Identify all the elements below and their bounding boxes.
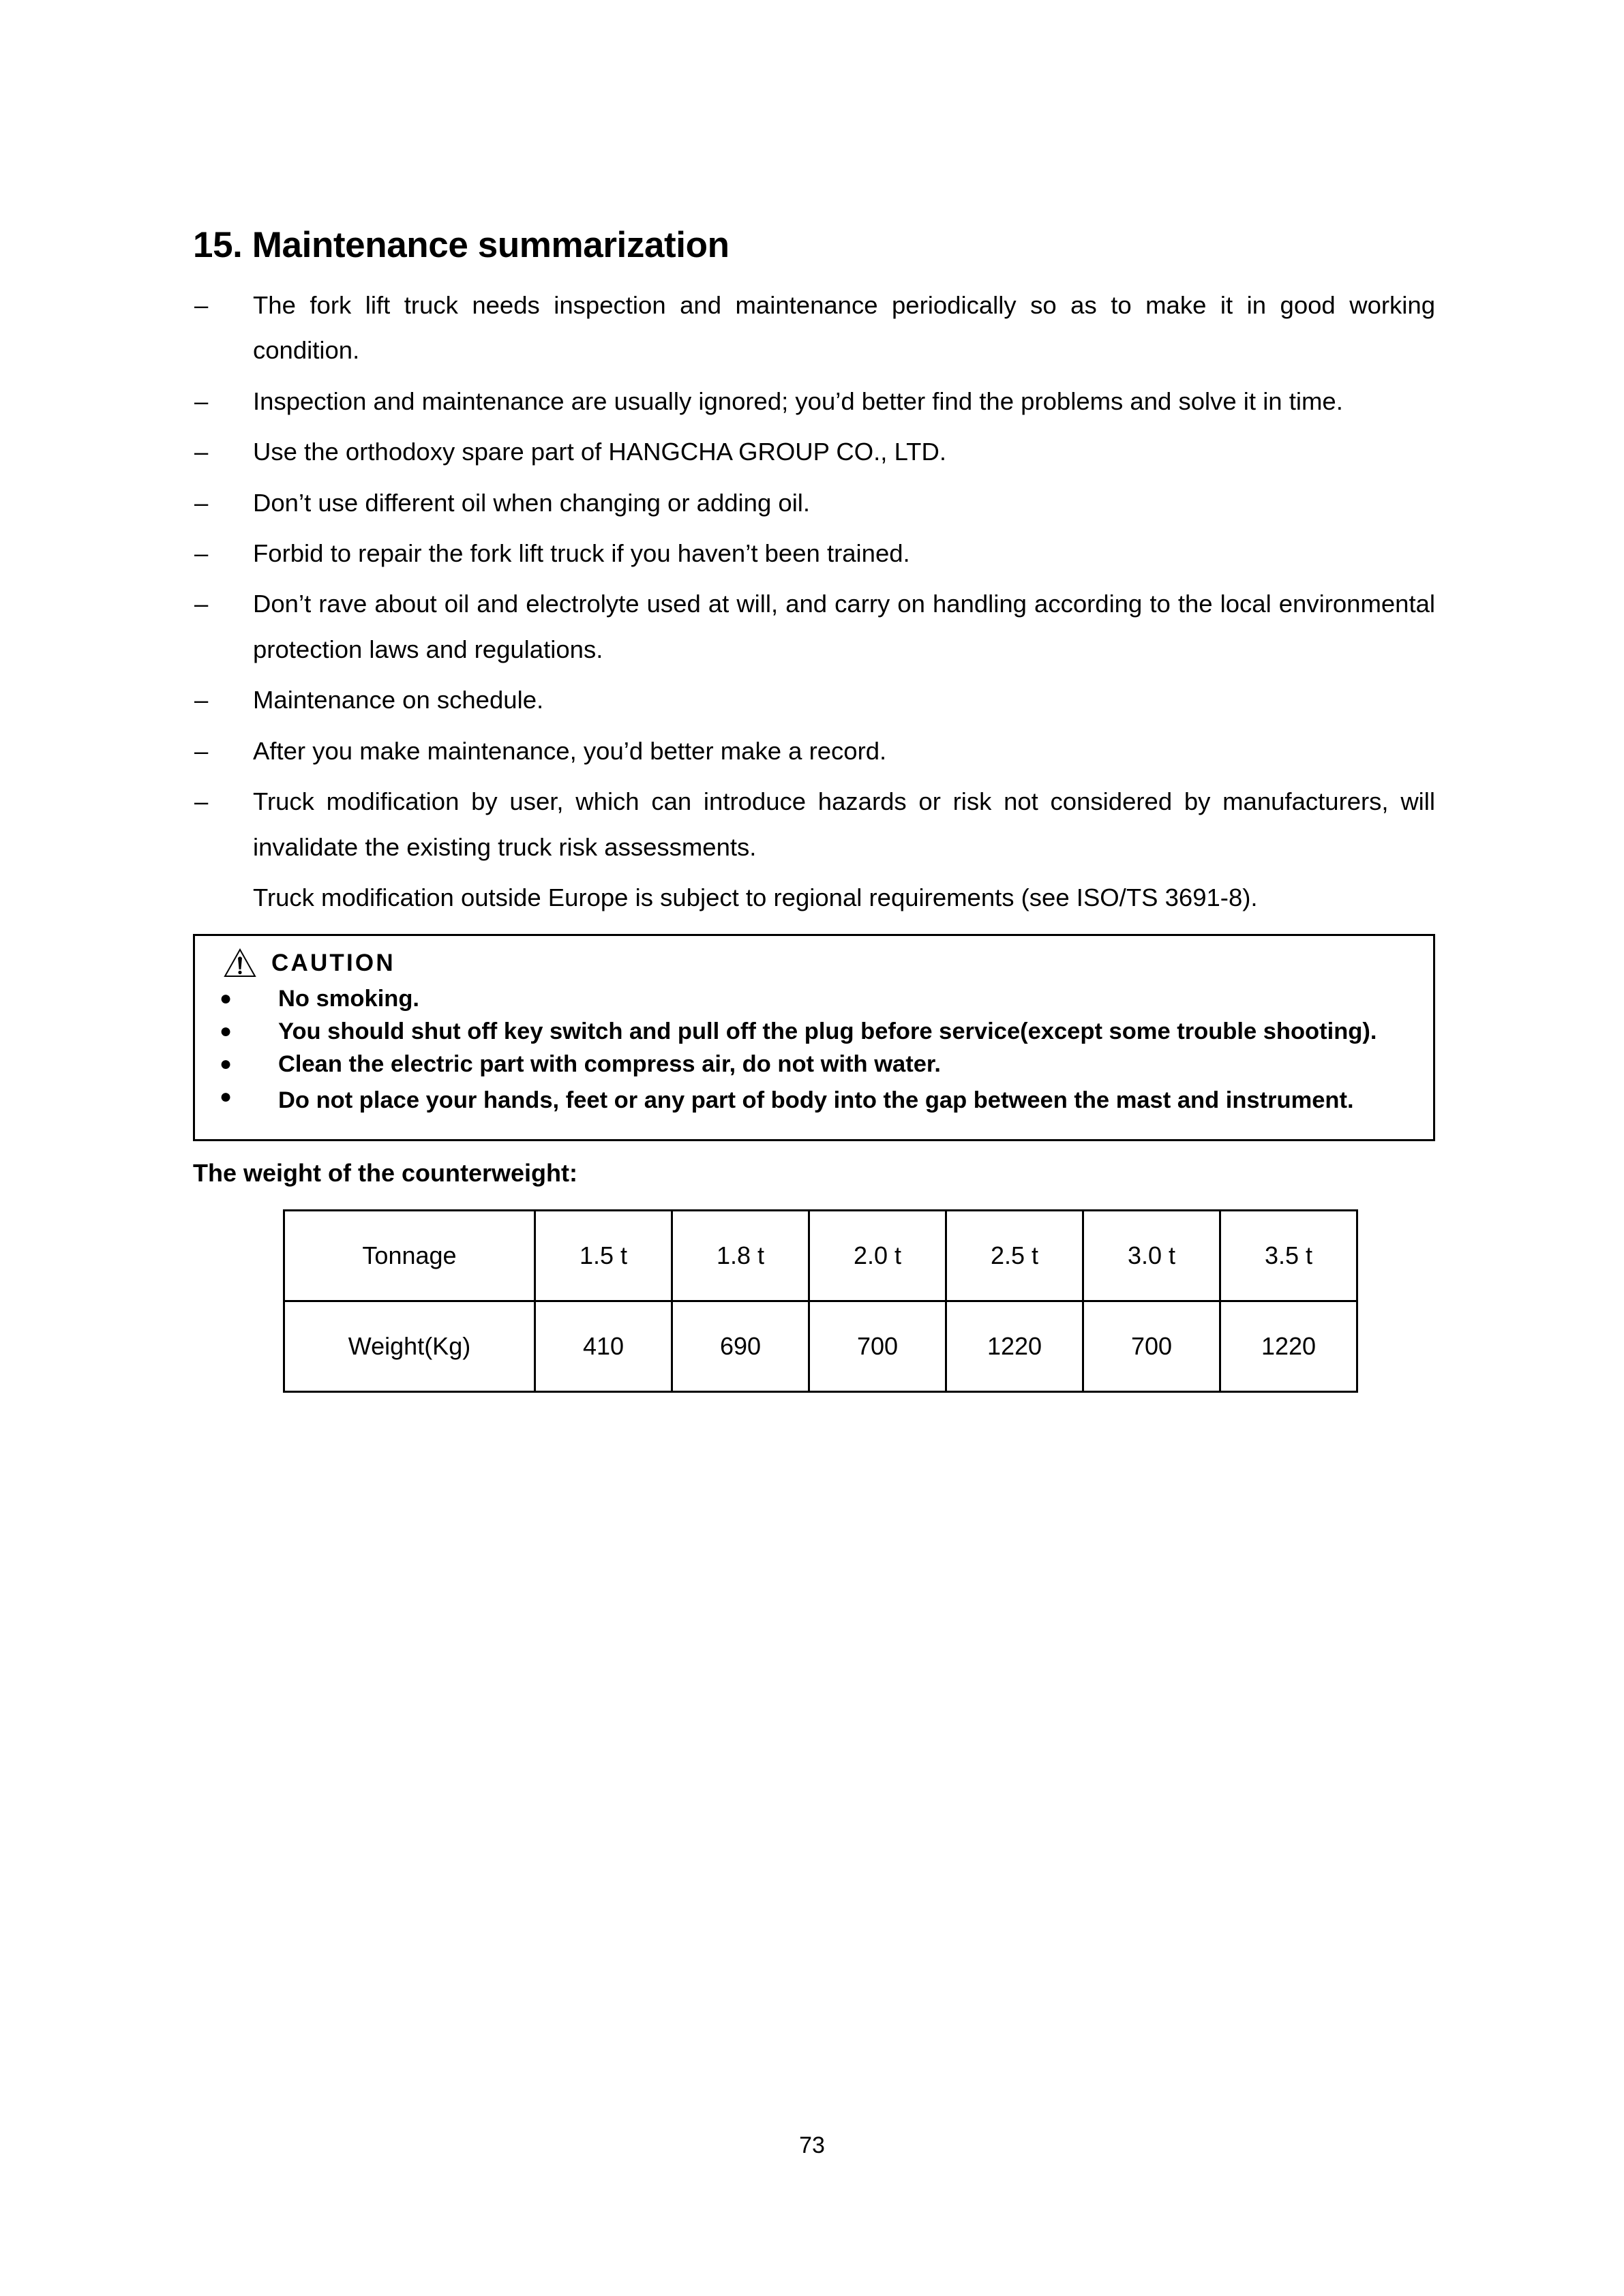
caution-header <box>224 948 1419 978</box>
list-item-text: Don’t use different oil when changing or adding oil. <box>253 488 811 517</box>
list-item-text: Truck modification by user, which can introduce hazards or risk not considered by manufacturers, will invalidate the existing truck risk assessments. <box>253 787 1435 861</box>
list-item-text: Forbid to repair the fork lift truck if you haven’t been trained. <box>253 539 910 568</box>
dash-marker-icon: – <box>194 488 209 517</box>
page-content <box>193 225 1435 1393</box>
table-cell: 1.5 t <box>535 1210 672 1301</box>
table-row <box>284 1210 1357 1301</box>
counterweight-table <box>283 1209 1358 1393</box>
dash-marker-icon: – <box>194 736 209 765</box>
caution-item-text: Clean the electric part with compress air, do not with water. <box>278 1051 941 1078</box>
page-number: 73 <box>799 2132 825 2158</box>
dash-marker-icon: – <box>194 686 209 714</box>
list-item-text: Maintenance on schedule. <box>253 686 544 714</box>
table-cell: 410 <box>535 1301 672 1391</box>
table-cell: 700 <box>809 1301 946 1391</box>
bullet-dot-icon: ● <box>220 1020 232 1043</box>
list-item-text: Use the orthodoxy spare part of HANGCHA GROUP CO., LTD. <box>253 438 946 466</box>
list-item <box>193 581 1435 672</box>
table-row <box>284 1301 1357 1391</box>
dash-marker-icon: – <box>194 787 209 816</box>
caution-item-text: Do not place your hands, feet or any part of body into the gap between the mast and instrument. <box>278 1087 1354 1114</box>
table-caption: The weight of the counterweight: <box>193 1158 577 1187</box>
maintenance-bullet-list <box>193 283 1435 870</box>
caution-item-text: No smoking. <box>278 986 420 1012</box>
caution-list-item <box>210 1049 1419 1081</box>
list-item-text: Don’t rave about oil and electrolyte used at will, and carry on handling according to the local environmental protection laws and regulations. <box>253 590 1435 663</box>
dash-marker-icon: – <box>194 590 209 618</box>
table-cell: 3.0 t <box>1083 1210 1220 1301</box>
list-item <box>193 283 1435 374</box>
bullet-dot-icon: ● <box>220 987 232 1010</box>
dash-marker-icon: – <box>194 387 209 415</box>
caution-box <box>193 934 1435 1141</box>
list-item-text: Inspection and maintenance are usually ignored; you’d better find the problems and solve it in time. <box>253 387 1343 415</box>
list-item <box>193 531 1435 576</box>
page-title: 15. Maintenance summarization <box>193 225 730 265</box>
caution-list-item <box>210 984 1419 1015</box>
table-cell: 690 <box>672 1301 809 1391</box>
table-cell: 1220 <box>1220 1301 1357 1391</box>
caution-list-item <box>210 1016 1419 1048</box>
list-item <box>193 379 1435 424</box>
list-item <box>193 678 1435 723</box>
table-cell: 1220 <box>946 1301 1083 1391</box>
row-header-weight: Weight(Kg) <box>284 1301 535 1391</box>
table-cell: 3.5 t <box>1220 1210 1357 1301</box>
dash-marker-icon: – <box>194 438 209 466</box>
list-item-text: The fork lift truck needs inspection and maintenance periodically so as to make it in good working condition. <box>253 290 1435 365</box>
table-cell: 1.8 t <box>672 1210 809 1301</box>
bullet-dot-icon: ● <box>220 1053 232 1076</box>
caution-bullet-list <box>210 984 1419 1120</box>
table-cell: 2.0 t <box>809 1210 946 1301</box>
warning-triangle-icon <box>224 948 256 978</box>
list-item-text: After you make maintenance, you’d better make a record. <box>253 736 887 765</box>
list-item <box>193 481 1435 526</box>
dash-marker-icon: – <box>194 539 209 568</box>
trailing-paragraph: Truck modification outside Europe is subject to regional requirements (see ISO/TS 3691-8). <box>253 883 1258 911</box>
bullet-dot-icon: ● <box>220 1085 232 1108</box>
row-header-tonnage: Tonnage <box>284 1210 535 1301</box>
list-item <box>193 429 1435 474</box>
list-item <box>193 729 1435 774</box>
dash-marker-icon: – <box>194 290 209 319</box>
table-cell: 2.5 t <box>946 1210 1083 1301</box>
list-item <box>193 779 1435 870</box>
caution-list-item <box>210 1082 1419 1120</box>
counterweight-table-wrapper <box>193 1209 1435 1393</box>
table-cell: 700 <box>1083 1301 1220 1391</box>
caution-title: CAUTION <box>271 950 395 977</box>
caution-item-text: You should shut off key switch and pull off the plug before service(except some trouble shooting). <box>278 1018 1377 1045</box>
